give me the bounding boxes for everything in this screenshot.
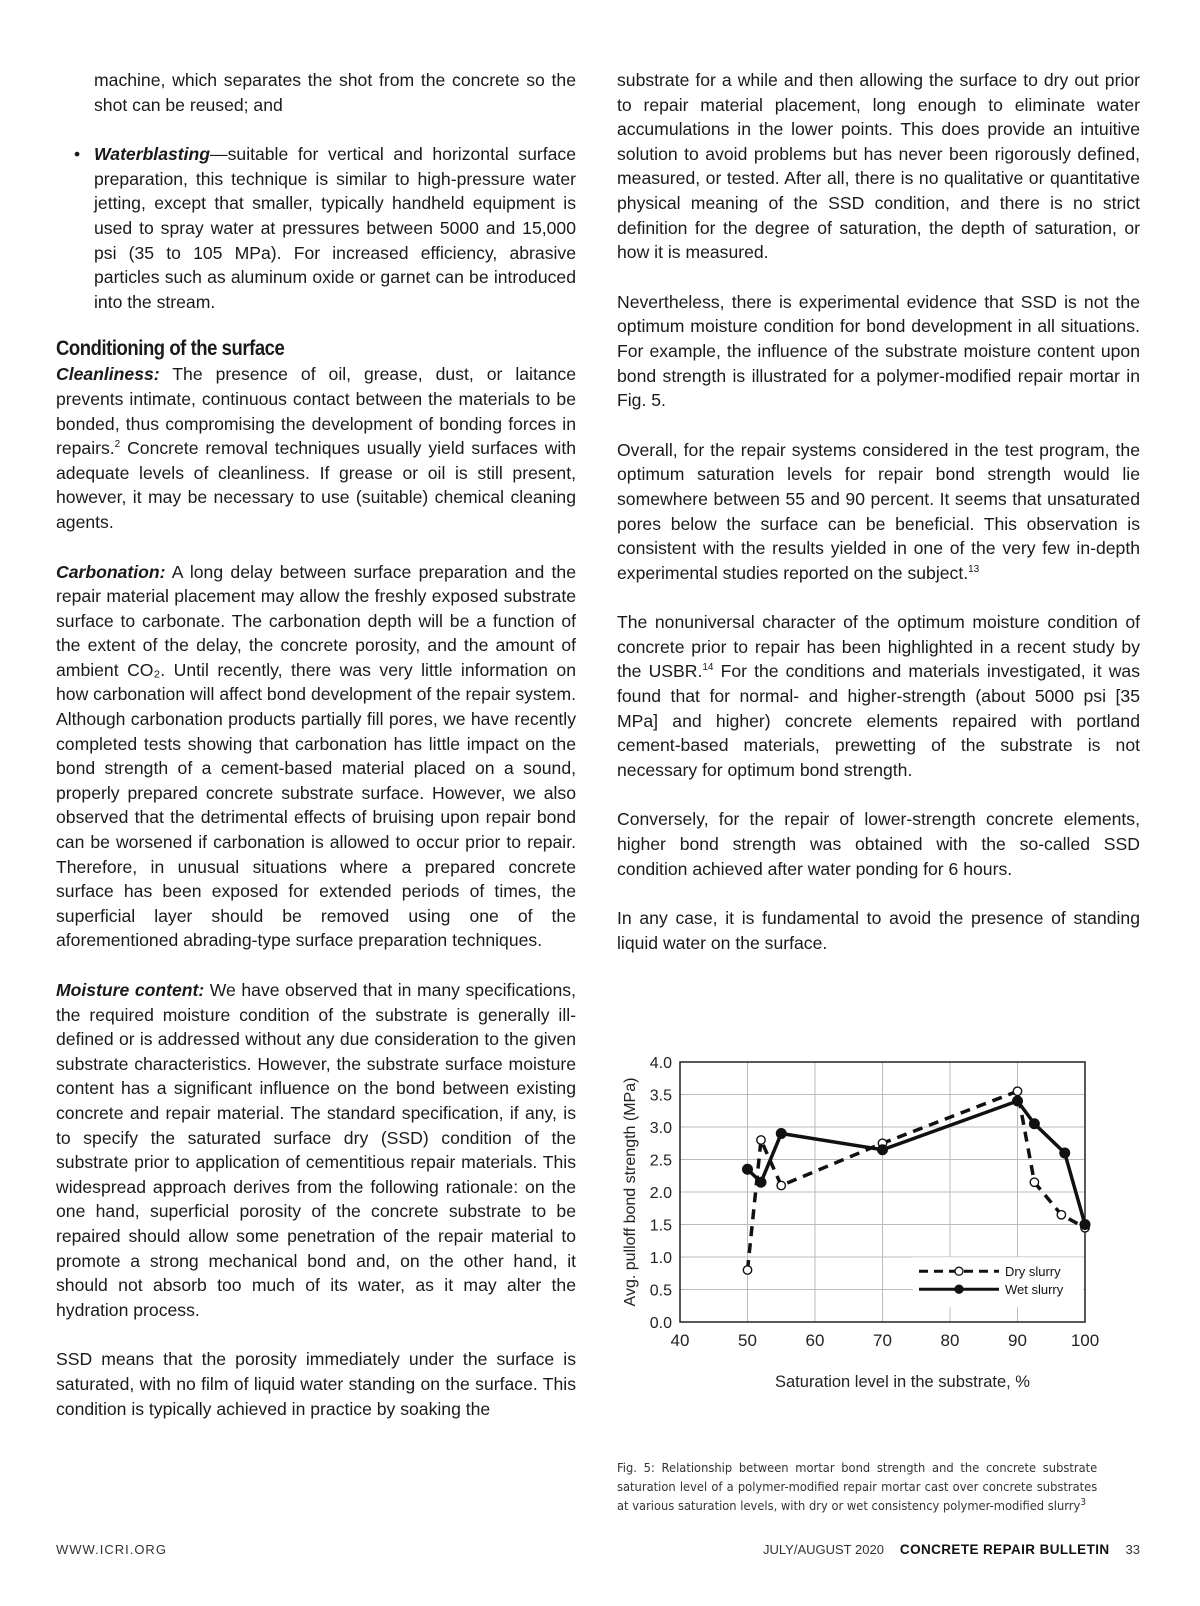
- footnote-ref: 13: [968, 563, 980, 575]
- data-point-wet-slurry: [776, 1129, 786, 1139]
- y-tick-label: 0.5: [649, 1282, 672, 1300]
- carbonation-lead: Carbonation:: [56, 561, 166, 582]
- moisture-paragraph: [56, 978, 576, 1322]
- caption-footnote-ref: 3: [1080, 1496, 1087, 1508]
- y-tick-label: 0.0: [649, 1315, 672, 1332]
- continuation-paragraph: machine, which separates the shot from the concrete so the shot can be reused; and: [94, 70, 576, 115]
- x-axis-label: Saturation level in the substrate, %: [775, 1373, 1030, 1391]
- y-tick-label: 1.0: [649, 1250, 672, 1267]
- paragraph-4-text-a: The nonuniversal character of the optimum moisture condition of concrete prior to repair has been highlighted in a recent study by the USBR.: [617, 612, 1140, 682]
- bullet-lead: Waterblasting: [94, 144, 211, 165]
- paragraph-3: [617, 438, 1140, 586]
- footer-right: [763, 1542, 1140, 1557]
- data-point-dry-slurry: [1030, 1178, 1038, 1186]
- paragraph-3-text: Overall, for the repair systems considered in the test program, the optimum saturation levels for repair bond strength would lie somewhere between 55 and 90 percent. It seems that unsaturated pores below the surface can be beneficial. This observation is consistent with the results yielded in one of the very few in-depth experimental studies reported on the subject.: [617, 439, 1140, 583]
- x-tick-label: 80: [940, 1331, 960, 1350]
- bullet-list: [56, 142, 576, 314]
- legend-marker: [955, 1267, 963, 1275]
- moisture-lead: Moisture content:: [56, 980, 205, 1000]
- legend-label: Wet slurry: [1005, 1282, 1064, 1298]
- carbonation-text: A long delay between surface preparation and the repair material placement may allow the freshly exposed substrate surface to carbonate. The carbonation depth will be a function of the extent of the delay, the concrete porosity, and the amount of ambient CO₂. Until recently, there was very little information on how carbonation will affect bond development of the repair system. Although carbonation products partially fill pores, we have recently completed tests showing that carbonation has little impact on the bond strength of a cement-based material placed on a sound, properly prepared concrete substrate surface. However, we also observed that the detrimental effects of bruising upon repair bond can be worsened if carbonation is allowed to occur prior to repair. Therefore, in unusual situations where a prepared concrete surface has been exposed for extended periods of times, the superficial layer should be removed using one of the aforementioned abrading-type surface preparation techniques.: [56, 561, 576, 951]
- data-point-wet-slurry: [743, 1164, 753, 1174]
- paragraph-2: Nevertheless, there is experimental evidence that SSD is not the optimum moisture condition for bond development in all situations. For example, the influence of the substrate moisture content upon bond strength is illustrated for a polymer-modified repair mortar in Fig. 5.: [617, 291, 1140, 411]
- y-tick-label: 4.0: [649, 1055, 672, 1072]
- data-point-dry-slurry: [777, 1181, 785, 1189]
- y-tick-label: 3.0: [649, 1120, 672, 1137]
- cleanliness-lead: Cleanliness:: [56, 364, 160, 385]
- caption-text: Fig. 5: Relationship between mortar bond strength and the concrete substrate saturation level of a polymer-modified repair mortar cast over concrete substrates at various saturation levels, with dry or wet consistency polymer-modified slurry: [617, 1460, 1098, 1513]
- y-axis-label: Avg. pulloff bond strength (MPa): [622, 1077, 639, 1307]
- bullet-text: —suitable for vertical and horizontal surface preparation, this technique is similar to high-pressure water jetting, except that smaller, typically handheld equipment is used to spray water at pressures between 5000 and 15,000 psi (35 to 105 MPa). For increased efficiency, abrasive particles such as aluminum oxide or garnet can be introduced into the stream.: [94, 144, 576, 312]
- paragraph-4: [617, 610, 1140, 782]
- moisture-text: We have observed that in many specifications, the required moisture condition of the substrate is generally ill-defined or is addressed without any due consideration to the given substrate characteristics. However, the substrate surface moisture content has a significant influence on the bond between existing concrete and repair material. The standard specification, if any, is to specify the saturated surface dry (SSD) condition of the substrate prior to application of cementitious repair materials. This widespread approach derives from the following rationale: on the one hand, superficial porosity of the concrete substrate to be repaired should allow some penetration of the repair material to promote a strong mechanical bond and, on the other hand, it should not absorb too much of its water, as it may alter the hydration process.: [56, 980, 576, 1320]
- legend-label: Dry slurry: [1005, 1264, 1061, 1280]
- cleanliness-text-a: The presence of oil, grease, dust, or laitance prevents intimate, continuous contact between the materials to be bonded, thus compromising the development of bonding forces in repairs.: [56, 364, 576, 459]
- page-number: 33: [1125, 1542, 1140, 1557]
- y-tick-label: 3.5: [649, 1087, 672, 1105]
- data-point-wet-slurry: [1080, 1220, 1090, 1230]
- footer-website: WWW.ICRI.ORG: [56, 1542, 167, 1557]
- x-tick-label: 60: [805, 1331, 825, 1350]
- paragraph-6: In any case, it is fundamental to avoid the presence of standing liquid water on the surface.: [617, 908, 1140, 953]
- footer-issue: JULY/AUGUST 2020: [763, 1542, 884, 1557]
- x-tick-label: 70: [873, 1331, 892, 1350]
- section-heading: Conditioning of the surface: [56, 337, 285, 361]
- cleanliness-text-b: Concrete removal techniques usually yield surfaces with adequate levels of cleanliness. If grease or oil is still present, however, it may be necessary to use (suitable) chemical cleaning agents.: [56, 438, 576, 532]
- data-point-wet-slurry: [756, 1177, 766, 1187]
- x-tick-label: 90: [1008, 1331, 1027, 1350]
- data-point-dry-slurry: [757, 1136, 765, 1144]
- chart-svg: [617, 1055, 1147, 1460]
- x-tick-label: 40: [670, 1331, 690, 1350]
- x-tick-label: 100: [1070, 1331, 1100, 1350]
- footnote-ref: 2: [114, 439, 121, 451]
- data-point-wet-slurry: [1013, 1096, 1023, 1106]
- footer-publication: CONCRETE REPAIR BULLETIN: [899, 1542, 1110, 1557]
- data-point-wet-slurry: [1030, 1119, 1040, 1129]
- cleanliness-paragraph: [56, 362, 576, 534]
- y-tick-label: 1.5: [649, 1217, 672, 1235]
- list-item: [74, 142, 576, 314]
- bullet-icon: •: [74, 144, 81, 165]
- y-tick-label: 2.5: [649, 1152, 672, 1170]
- figure-caption: [617, 1458, 1097, 1515]
- paragraph-5: Conversely, for the repair of lower-strength concrete elements, higher bond strength was obtained with the so-called SSD condition achieved after water ponding for 6 hours.: [617, 809, 1140, 879]
- left-column: [56, 68, 576, 1446]
- y-tick-label: 2.0: [649, 1185, 672, 1202]
- x-tick-label: 50: [738, 1331, 757, 1350]
- data-point-dry-slurry: [743, 1266, 751, 1274]
- footnote-ref: 14: [702, 662, 714, 674]
- carbonation-paragraph: [56, 560, 576, 954]
- data-point-dry-slurry: [1013, 1087, 1021, 1095]
- data-point-dry-slurry: [1057, 1211, 1065, 1219]
- paragraph-1: substrate for a while and then allowing the surface to dry out prior to repair material placement, long enough to eliminate water accumulations in the lower points. This does provide an intuitive solution to avoid problems but has never been rigorously defined, measured, or tested. After all, there is no qualitative or quantitative physical meaning of the SSD condition, and there is no strict definition for the degree of saturation, the depth of saturation, or how it is measured.: [617, 70, 1140, 263]
- data-point-wet-slurry: [878, 1145, 888, 1155]
- legend-marker: [955, 1285, 963, 1293]
- ssd-paragraph: SSD means that the porosity immediately under the surface is saturated, with no film of liquid water standing on the surface. This condition is typically achieved in practice by soaking the: [56, 1349, 576, 1419]
- data-point-wet-slurry: [1060, 1148, 1070, 1158]
- paragraph-4-text-b: For the conditions and materials investigated, it was found that for normal- and higher-strength (about 5000 psi [35 MPa] and higher) concrete elements repaired with portland cement-based materials, prewetting of the substrate is not necessary for optimum bond strength.: [617, 661, 1140, 780]
- right-column: [617, 68, 1140, 980]
- figure-5-chart: [617, 1055, 1147, 1460]
